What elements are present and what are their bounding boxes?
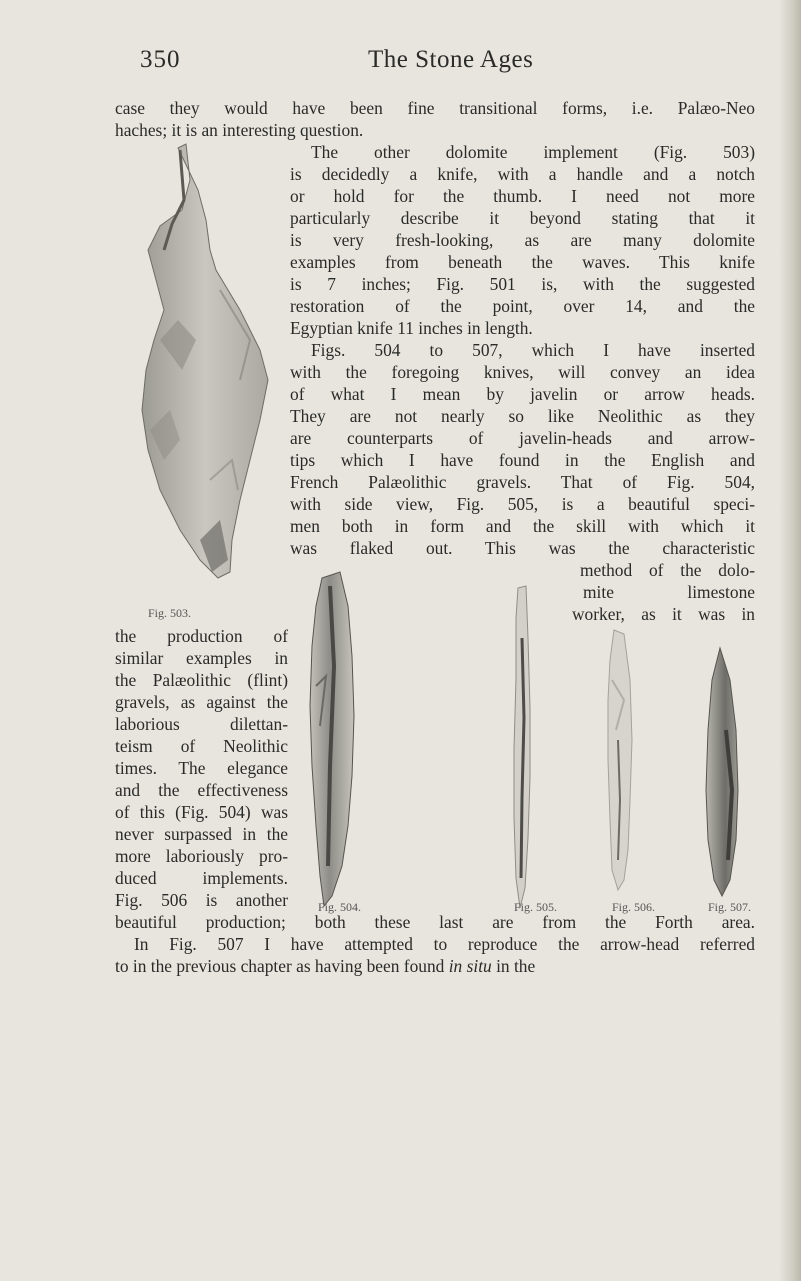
body-line: teism of Neolithic [115, 736, 288, 756]
fig-503-knife-illustration [120, 140, 290, 610]
body-line: and the effectiveness [115, 780, 288, 800]
page-number: 350 [140, 46, 181, 73]
page-header [0, 46, 801, 86]
body-line: is very fresh-looking, as are many dolomite [290, 230, 755, 250]
body-line: worker, as it was in [572, 604, 755, 624]
body-line: gravels, as against the [115, 692, 288, 712]
running-head: The Stone Ages [368, 46, 534, 73]
body-line: duced implements. [115, 868, 288, 888]
body-line: of this (Fig. 504) was [115, 802, 288, 822]
body-line: to in the previous chapter as having been found in situ in the [115, 956, 536, 976]
body-line: Egyptian knife 11 inches in length. [290, 318, 533, 338]
body-line: the production of [115, 626, 288, 646]
body-line: is 7 inches; Fig. 501 is, with the suggested [290, 274, 755, 294]
fig-505-side-view-illustration [498, 578, 548, 918]
fig-506-caption: Fig. 506. [612, 900, 656, 914]
body-line: are counterparts of javelin-heads and arrow- [290, 428, 755, 448]
body-line: times. The elegance [115, 758, 288, 778]
body-line: mite limestone [583, 582, 755, 602]
fig-504-caption: Fig. 504. [318, 900, 362, 914]
body-line: The other dolomite implement (Fig. 503) [311, 142, 755, 162]
body-line: is decidedly a knife, with a handle and a notch [290, 164, 755, 184]
body-line: Figs. 504 to 507, which I have inserted [311, 340, 755, 360]
body-line: They are not nearly so like Neolithic as they [290, 406, 755, 426]
fig-506-arrow-head-illustration [590, 620, 650, 920]
body-line: beautiful production; both these last are from the Forth area. [115, 912, 755, 932]
body-line: French Palæolithic gravels. That of Fig. 504, [290, 472, 755, 492]
fig-504-javelin-head-illustration [300, 566, 372, 916]
fig-505-caption: Fig. 505. [514, 900, 558, 914]
body-line: laborious dilettan- [115, 714, 288, 734]
body-line: Fig. 506 is another [115, 890, 288, 910]
body-line: examples from beneath the waves. This knife [290, 252, 755, 272]
page-edge [779, 0, 801, 1281]
body-line: case they would have been fine transitional forms, i.e. Palæo-Neo [115, 98, 755, 118]
body-line: with the foregoing knives, will convey an idea [290, 362, 755, 382]
fig-507-arrow-head-illustration [690, 640, 750, 910]
body-line: In Fig. 507 I have attempted to reproduce the arrow-head referred [134, 934, 755, 954]
fig-503-caption: Fig. 503. [148, 606, 192, 620]
body-line: particularly describe it beyond stating that it [290, 208, 755, 228]
body-line: more laboriously pro- [115, 846, 288, 866]
body-line: tips which I have found in the English and [290, 450, 755, 470]
body-line: with side view, Fig. 505, is a beautiful speci- [290, 494, 755, 514]
body-line: never surpassed in the [115, 824, 288, 844]
body-line: men both in form and the skill with which it [290, 516, 755, 536]
body-line: method of the dolo- [580, 560, 755, 580]
body-line: of what I mean by javelin or arrow heads. [290, 384, 755, 404]
body-line: similar examples in [115, 648, 288, 668]
body-line: restoration of the point, over 14, and the [290, 296, 755, 316]
body-line: the Palæolithic (flint) [115, 670, 288, 690]
body-line: was flaked out. This was the characteristic [290, 538, 755, 558]
fig-507-caption: Fig. 507. [708, 900, 752, 914]
body-line: or hold for the thumb. I need not more [290, 186, 755, 206]
body-line: haches; it is an interesting question. [115, 120, 364, 140]
